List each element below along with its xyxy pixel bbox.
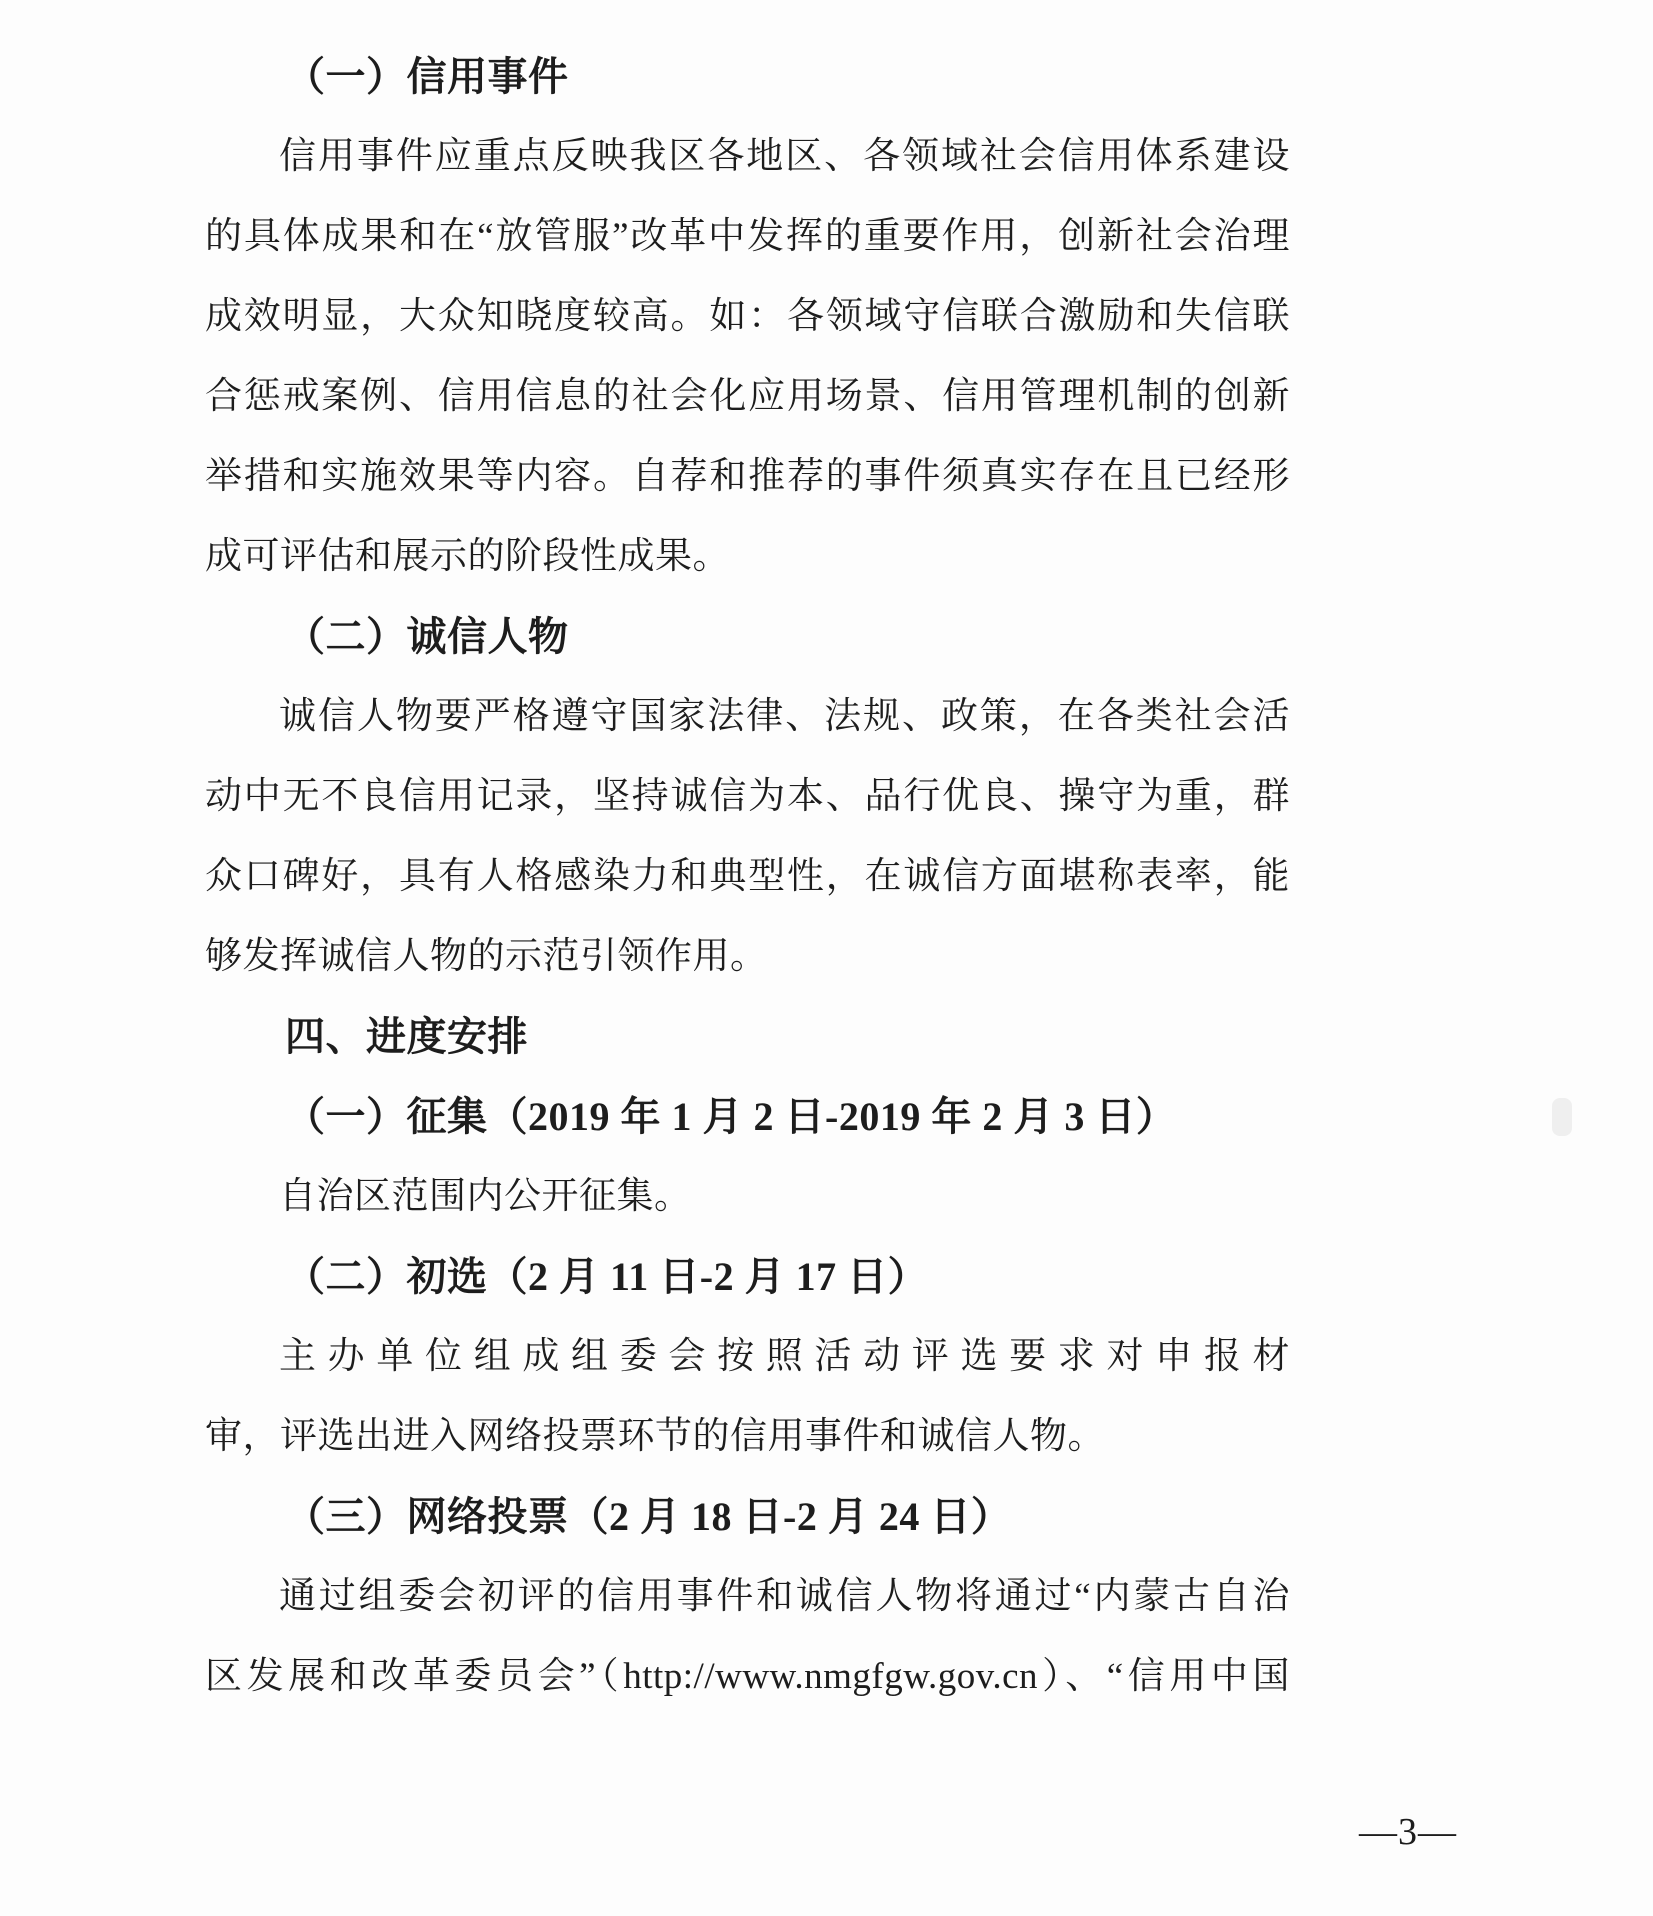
text-line: 动中无不良信用记录，坚持诚信为本、品行优良、操守为重，群 [205,776,1290,817]
text-line: 成效明显，大众知晓度较高。如：各领域守信联合激励和失信联 [205,296,1290,337]
text-line: 区发展和改革委员会”（http://www.nmgfgw.gov.cn）、“信用中国 [205,1656,1290,1697]
text-line: 合惩戒案例、信用信息的社会化应用场景、信用管理机制的创新 [205,376,1290,417]
scan-artifact [1552,1098,1572,1136]
text-line: 举措和实施效果等内容。自荐和推荐的事件须真实存在且已经形 [205,456,1290,497]
section-heading: （二）诚信人物 [285,614,569,659]
text-line: 成可评估和展示的阶段性成果。 [205,536,730,577]
section-heading: （一）信用事件 [285,54,569,99]
page-number: —3— [1359,1811,1457,1853]
section-heading: （一）征集（2019 年 1 月 2 日-2019 年 2 月 3 日） [285,1094,1177,1139]
text-line: 主办单位组成组委会按照活动评选要求对申报材 [279,1336,1290,1377]
text-line: 众口碑好，具有人格感染力和典型性，在诚信方面堪称表率，能 [205,856,1290,897]
text-line: 信用事件应重点反映我区各地区、各领域社会信用体系建设 [279,136,1290,177]
text-line: 通过组委会初评的信用事件和诚信人物将通过“内蒙古自治 [279,1576,1290,1617]
text-line: 的具体成果和在“放管服”改革中发挥的重要作用，创新社会治理 [205,216,1290,257]
text-block [205,37,1290,1717]
text-line: 自治区范围内公开征集。 [279,1176,692,1217]
section-heading: 四、进度安排 [285,1015,528,1059]
text-line: 审，评选出进入网络投票环节的信用事件和诚信人物。 [205,1416,1105,1457]
text-line: 够发挥诚信人物的示范引领作用。 [205,936,768,977]
section-heading: （三）网络投票（2 月 18 日-2 月 24 日） [285,1494,1012,1539]
text-line: 诚信人物要严格遵守国家法律、法规、政策，在各类社会活 [279,696,1290,737]
section-heading: （二）初选（2 月 11 日-2 月 17 日） [285,1254,929,1299]
